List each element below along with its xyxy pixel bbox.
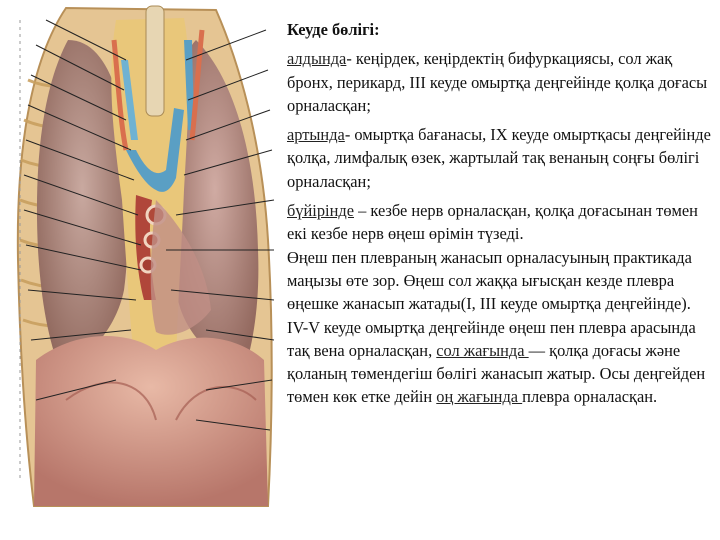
front-paragraph [287,47,715,117]
anatomy-illustration [6,0,280,512]
side-label: бүйірінде [287,201,354,221]
side-paragraph [287,199,715,246]
side-text: – кезбе нерв орналасқан, қолқа доғасынан төмен екі кезбе нерв өңеш өрімін түзеді. [287,201,698,244]
pleura-paragraph: Өңеш пен плевраның жанасып орналасуының практикада маңызы өте зор. Өңеш сол жаққа ығысқан кезде плевра өңешке жанасып жатады(I, III кеуде омыртқа деңгейінде). [287,247,692,314]
ivv-text-3: плевра орналасқан. [522,387,658,407]
front-text: - кеңірдек, кеңірдектің бифуркациясы, сол жақ бронх, перикард, III кеуде омыртқа деңгейінде қолқа доғасы орналасқан; [287,49,708,115]
back-paragraph [287,123,715,193]
heading: Кеуде бөлігі: [287,20,380,39]
text-panel [287,18,715,409]
diaphragm [34,336,268,506]
right-side-label: оң жағында [436,387,523,407]
ivv-text-2: — қолқа доғасы және қоланың төмендегіш бөлігі жанасып жатыр. Осы деңгейден төмен көк етке дейін [287,340,706,407]
ivv-text-1: IV-V кеуде омыртқа деңгейінде өңеш пен плевра арасында тақ вена орналасқан, [287,317,696,360]
back-label: артында [287,125,345,145]
ivv-paragraph [287,316,715,409]
back-text: - омыртқа бағанасы, IX кеуде омыртқасы деңгейінде қолқа, лимфалық өзек, жартылай тақ венаның соңғы бөлігі орналасқан; [287,125,711,191]
front-label: алдында [287,49,347,69]
left-side-label: сол жағында [436,340,529,360]
